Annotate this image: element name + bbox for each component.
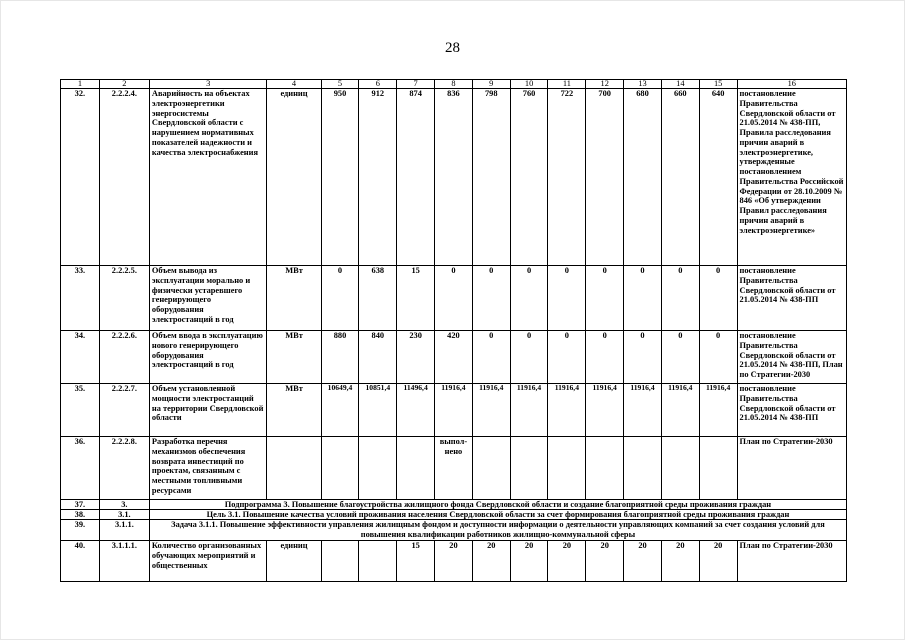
- header-cell: 8: [435, 80, 473, 89]
- value-cell: 420: [435, 331, 473, 384]
- value-cell: 0: [321, 266, 359, 331]
- value-cell: [548, 437, 586, 500]
- value-cell: 0: [624, 266, 662, 331]
- value-cell: 11916,4: [661, 384, 699, 437]
- legal-basis: постановление Правительства Свердловской области от 21.05.2014 № 438-ПП: [737, 266, 846, 331]
- indicator-name: Объем ввода в эксплуатацию нового генерирующего оборудования электростанций в год: [149, 331, 267, 384]
- row-number: 38.: [61, 510, 100, 520]
- value-cell: 874: [397, 89, 435, 266]
- subprogram-title: Подпрограмма 3. Повышение благоустройства жилищного фонда Свердловской области и создание благоприятной среды проживания граждан: [149, 500, 846, 510]
- value-cell: 722: [548, 89, 586, 266]
- legal-basis: постановление Правительства Свердловской области от 21.05.2014 № 438-ПП, Правила расследования причин аварий в электроэнергетике, утвержденные постановлением Правительства Российской Федерации от 28.10.2009 № 846 «Об утверждении Правил расследования причин аварий в электроэнергетике»: [737, 89, 846, 266]
- header-cell: 9: [472, 80, 510, 89]
- row-number: 33.: [61, 266, 100, 331]
- unit-cell: МВт: [267, 331, 321, 384]
- row-number: 40.: [61, 541, 100, 582]
- value-cell: [624, 437, 662, 500]
- value-cell: 0: [472, 266, 510, 331]
- row-code: 2.2.2.6.: [99, 331, 149, 384]
- value-cell: выпол-нено: [435, 437, 473, 500]
- value-cell: 20: [699, 541, 737, 582]
- row-number: 36.: [61, 437, 100, 500]
- legal-basis: План по Стратегии-2030: [737, 437, 846, 500]
- value-cell: [472, 437, 510, 500]
- value-cell: 0: [548, 331, 586, 384]
- value-cell: 20: [510, 541, 548, 582]
- row-number: 39.: [61, 520, 100, 541]
- row-code: 3.: [99, 500, 149, 510]
- header-cell: 4: [267, 80, 321, 89]
- row-code: 2.2.2.7.: [99, 384, 149, 437]
- value-cell: 640: [699, 89, 737, 266]
- value-cell: 20: [624, 541, 662, 582]
- table-row: [61, 384, 847, 437]
- value-cell: 0: [435, 266, 473, 331]
- value-cell: 10851,4: [359, 384, 397, 437]
- value-cell: 10649,4: [321, 384, 359, 437]
- indicator-name: Объем вывода из эксплуатации морально и физически устаревшего генерирующего оборудования электростанций в год: [149, 266, 267, 331]
- row-code: 3.1.1.: [99, 520, 149, 541]
- value-cell: 836: [435, 89, 473, 266]
- table-row: [61, 89, 847, 266]
- value-cell: 20: [472, 541, 510, 582]
- value-cell: 0: [472, 331, 510, 384]
- value-cell: 15: [397, 541, 435, 582]
- indicator-name: Аварийность на объектах электроэнергетики энергосистемы Свердловской области с нарушением нормативных показателей надежности и качества электроснабжения: [149, 89, 267, 266]
- value-cell: 20: [435, 541, 473, 582]
- unit-cell: [267, 437, 321, 500]
- subprogram-row: [61, 500, 847, 510]
- value-cell: 0: [699, 266, 737, 331]
- table-row: [61, 541, 847, 582]
- row-number: 34.: [61, 331, 100, 384]
- header-cell: 7: [397, 80, 435, 89]
- value-cell: 760: [510, 89, 548, 266]
- value-cell: 840: [359, 331, 397, 384]
- task-title: Задача 3.1.1. Повышение эффективности управления жилищным фондом и доступности информации о деятельности управляющих компаний за счет создания условий для повышения квалификации работников жилищно-коммунальной сферы: [149, 520, 846, 541]
- header-cell: 14: [661, 80, 699, 89]
- value-cell: 880: [321, 331, 359, 384]
- value-cell: [699, 437, 737, 500]
- value-cell: 0: [624, 331, 662, 384]
- row-number: 35.: [61, 384, 100, 437]
- table-row: [61, 331, 847, 384]
- table-row: [61, 437, 847, 500]
- header-cell: 2: [99, 80, 149, 89]
- indicators-table: [60, 79, 847, 582]
- value-cell: [586, 437, 624, 500]
- value-cell: 11916,4: [435, 384, 473, 437]
- value-cell: 0: [699, 331, 737, 384]
- unit-cell: МВт: [267, 266, 321, 331]
- row-code: 3.1.: [99, 510, 149, 520]
- value-cell: 638: [359, 266, 397, 331]
- header-cell: 15: [699, 80, 737, 89]
- value-cell: 11916,4: [510, 384, 548, 437]
- value-cell: 0: [586, 266, 624, 331]
- value-cell: 798: [472, 89, 510, 266]
- legal-basis: постановление Правительства Свердловской области от 21.05.2014 № 438-ПП, План по Стратегии-2030: [737, 331, 846, 384]
- value-cell: 680: [624, 89, 662, 266]
- task-row: [61, 520, 847, 541]
- row-code: 2.2.2.8.: [99, 437, 149, 500]
- indicator-name: Разработка перечня механизмов обеспечения возврата инвестиций по проектам, связанным с местными топливными ресурсами: [149, 437, 267, 500]
- value-cell: 950: [321, 89, 359, 266]
- value-cell: 0: [510, 266, 548, 331]
- value-cell: 11496,4: [397, 384, 435, 437]
- header-cell: 5: [321, 80, 359, 89]
- row-code: 2.2.2.4.: [99, 89, 149, 266]
- value-cell: 912: [359, 89, 397, 266]
- row-number: 32.: [61, 89, 100, 266]
- value-cell: [661, 437, 699, 500]
- header-cell: 11: [548, 80, 586, 89]
- value-cell: 0: [586, 331, 624, 384]
- unit-cell: единиц: [267, 89, 321, 266]
- value-cell: 20: [661, 541, 699, 582]
- value-cell: [359, 541, 397, 582]
- table-row: [61, 266, 847, 331]
- header-cell: 3: [149, 80, 267, 89]
- value-cell: [397, 437, 435, 500]
- value-cell: 11916,4: [699, 384, 737, 437]
- value-cell: 0: [661, 266, 699, 331]
- value-cell: [321, 541, 359, 582]
- value-cell: [321, 437, 359, 500]
- header-cell: 16: [737, 80, 846, 89]
- value-cell: 11916,4: [472, 384, 510, 437]
- indicator-name: Объем установленной мощности электростанций на территории Свердловской области: [149, 384, 267, 437]
- header-row: [61, 80, 847, 89]
- value-cell: [510, 437, 548, 500]
- value-cell: 15: [397, 266, 435, 331]
- value-cell: 20: [548, 541, 586, 582]
- indicator-name: Количество организованных обучающих мероприятий и общественных: [149, 541, 267, 582]
- unit-cell: МВт: [267, 384, 321, 437]
- value-cell: 11916,4: [586, 384, 624, 437]
- legal-basis: постановление Правительства Свердловской области от 21.05.2014 № 438-ПП: [737, 384, 846, 437]
- value-cell: 0: [548, 266, 586, 331]
- value-cell: 0: [661, 331, 699, 384]
- goal-row: [61, 510, 847, 520]
- row-number: 37.: [61, 500, 100, 510]
- page-number: 28: [445, 40, 460, 56]
- value-cell: 700: [586, 89, 624, 266]
- value-cell: 0: [510, 331, 548, 384]
- unit-cell: единиц: [267, 541, 321, 582]
- value-cell: 20: [586, 541, 624, 582]
- header-cell: 6: [359, 80, 397, 89]
- value-cell: 230: [397, 331, 435, 384]
- value-cell: [359, 437, 397, 500]
- header-cell: 13: [624, 80, 662, 89]
- goal-title: Цель 3.1. Повышение качества условий проживания населения Свердловской области за счет формирования благоприятной среды проживания граждан: [149, 510, 846, 520]
- row-code: 3.1.1.1.: [99, 541, 149, 582]
- header-cell: 12: [586, 80, 624, 89]
- header-cell: 10: [510, 80, 548, 89]
- legal-basis: План по Стратегии-2030: [737, 541, 846, 582]
- row-code: 2.2.2.5.: [99, 266, 149, 331]
- header-cell: 1: [61, 80, 100, 89]
- value-cell: 11916,4: [624, 384, 662, 437]
- value-cell: 11916,4: [548, 384, 586, 437]
- value-cell: 660: [661, 89, 699, 266]
